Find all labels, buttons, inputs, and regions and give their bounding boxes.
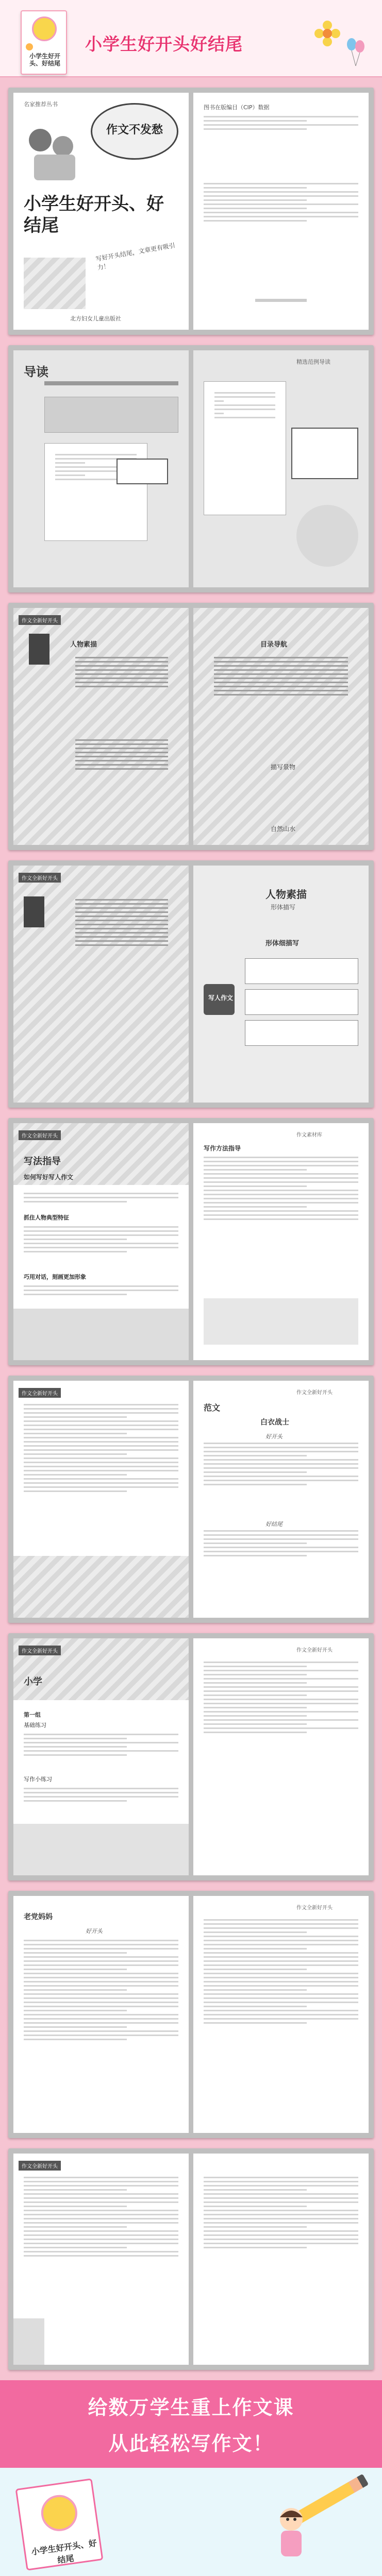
- toc-footer-a: 描写景物: [271, 764, 296, 771]
- essay-page-left: [13, 1381, 189, 1618]
- series-tag: 作文全新好开头: [19, 1646, 61, 1655]
- exercise-heading: 第一组: [24, 1711, 41, 1718]
- opening-label: 好开头: [265, 1433, 283, 1440]
- essay3-page-right: [193, 2154, 369, 2365]
- right-tag: 作文素材库: [296, 1132, 322, 1138]
- right-tag: 作文全新好开头: [296, 1648, 333, 1653]
- guide-point-1: 抓住人物典型特征: [24, 1214, 69, 1221]
- guide-point-2: 巧用对话，刻画更加形象: [24, 1274, 86, 1280]
- spread-cover: [8, 88, 374, 335]
- desk-book-title: 小学生好开头、好结尾: [30, 2538, 98, 2566]
- essay-title: 白衣战士: [260, 1418, 289, 1427]
- essay3-page-left: [13, 2154, 189, 2365]
- copyright-page: [193, 93, 369, 330]
- exercise-page-right: [193, 1638, 369, 1875]
- spread-exercises: [8, 1633, 374, 1880]
- essay2-page-right: [193, 1896, 369, 2133]
- ending-label: 好结尾: [265, 1521, 283, 1528]
- writing-guide-left: [13, 1123, 189, 1360]
- series-tag: 作文全新好开头: [19, 1388, 61, 1398]
- guide-title: 写法指导: [24, 1156, 61, 1167]
- spread-contents: [8, 603, 374, 850]
- essay2-title: 老党妈妈: [24, 1913, 53, 1921]
- decorative-illustration: [24, 258, 86, 309]
- guide-subtitle: 如何写好写人作文: [24, 1174, 74, 1181]
- series-tag: 作文全新好开头: [19, 2161, 61, 2171]
- book-on-desk[interactable]: [15, 2478, 104, 2570]
- sample-page-image: [44, 443, 147, 541]
- cover-page: [13, 93, 189, 330]
- bottom-promo: [0, 2380, 382, 2576]
- spread-chapter: [8, 860, 374, 1108]
- balloon-icon: [345, 36, 366, 67]
- guide-page-right: [193, 350, 369, 587]
- chapter-subtitle: 形体描写: [271, 904, 296, 911]
- series-tag: 作文全新好开头: [19, 1130, 61, 1140]
- chapter-page-right: [193, 866, 369, 1103]
- essay-page-right: [193, 1381, 369, 1618]
- contents-page-right: [193, 608, 369, 845]
- thumb-title: 小学生好开头、好结尾: [29, 53, 60, 67]
- book-badge: [39, 2493, 79, 2533]
- contents-page-left: [13, 608, 189, 845]
- chapter-title: 人物素描: [265, 888, 307, 901]
- publisher: 北方妇女儿童出版社: [70, 315, 121, 322]
- top-banner: [0, 0, 382, 77]
- essay-label: 范文: [204, 1403, 221, 1413]
- cover-title: 小学生好开头、好结尾: [24, 194, 164, 236]
- spread-essay-3: [8, 2148, 374, 2370]
- series-tag: 作文全新好开头: [19, 873, 61, 883]
- right-tag: 作文全新好开头: [296, 1390, 333, 1396]
- cartoon-kid-icon: [26, 43, 33, 50]
- toc-footer-b: 自然山水: [271, 825, 296, 833]
- chapter-page-left: [13, 866, 189, 1103]
- book-cover-thumbnail[interactable]: [21, 10, 67, 75]
- right-header: 写作方法指导: [204, 1145, 241, 1152]
- section-label: 形体细描写: [265, 940, 300, 947]
- section-title: 人物素描: [70, 641, 97, 649]
- toc-header: 目录导航: [260, 641, 288, 649]
- cover-slogan: 写好开头结尾，文章更有吸引力！: [95, 242, 176, 272]
- series-label: 名家推荐丛书: [24, 101, 58, 108]
- series-tag: 作文全新好开头: [19, 615, 61, 625]
- exercise-point-1: 基础练习: [24, 1722, 46, 1728]
- promo-line-2: 从此轻松写作文！: [108, 2432, 274, 2455]
- flower-icon: [314, 21, 340, 46]
- opening-label: 好开头: [86, 1928, 103, 1935]
- cip-header: 图书在版编目（CIP）数据: [204, 104, 270, 111]
- page-title: 小学生好开头好结尾: [85, 34, 243, 54]
- exercise-point-2: 写作小练习: [24, 1776, 52, 1783]
- badge-text: 作文不发愁: [106, 124, 163, 137]
- divider: [255, 299, 307, 302]
- cartoon-kids-illustration: [24, 124, 80, 185]
- spread-essay-2: [8, 1891, 374, 2138]
- cover-badge: [32, 16, 57, 41]
- spread-sample-essay: [8, 1376, 374, 1623]
- spread-guide: [8, 345, 374, 592]
- right-tag: 作文全新好开头: [296, 1905, 333, 1911]
- writing-guide-right: [193, 1123, 369, 1360]
- promo-band: [0, 2380, 382, 2468]
- kid-reading-icon: [268, 2504, 314, 2561]
- guide-title: 导读: [24, 365, 48, 379]
- essay2-page-left: [13, 1896, 189, 2133]
- guide-page-left: [13, 350, 189, 587]
- guide-right-header: 精选范例导读: [296, 359, 330, 365]
- exercise-page-left: [13, 1638, 189, 1875]
- spread-writing-guide: [8, 1118, 374, 1365]
- mindmap-center: 写人作文: [208, 994, 233, 1002]
- promo-line-1: 给数万学生重上作文课: [88, 2396, 294, 2419]
- exercise-title: 小学: [24, 1676, 42, 1687]
